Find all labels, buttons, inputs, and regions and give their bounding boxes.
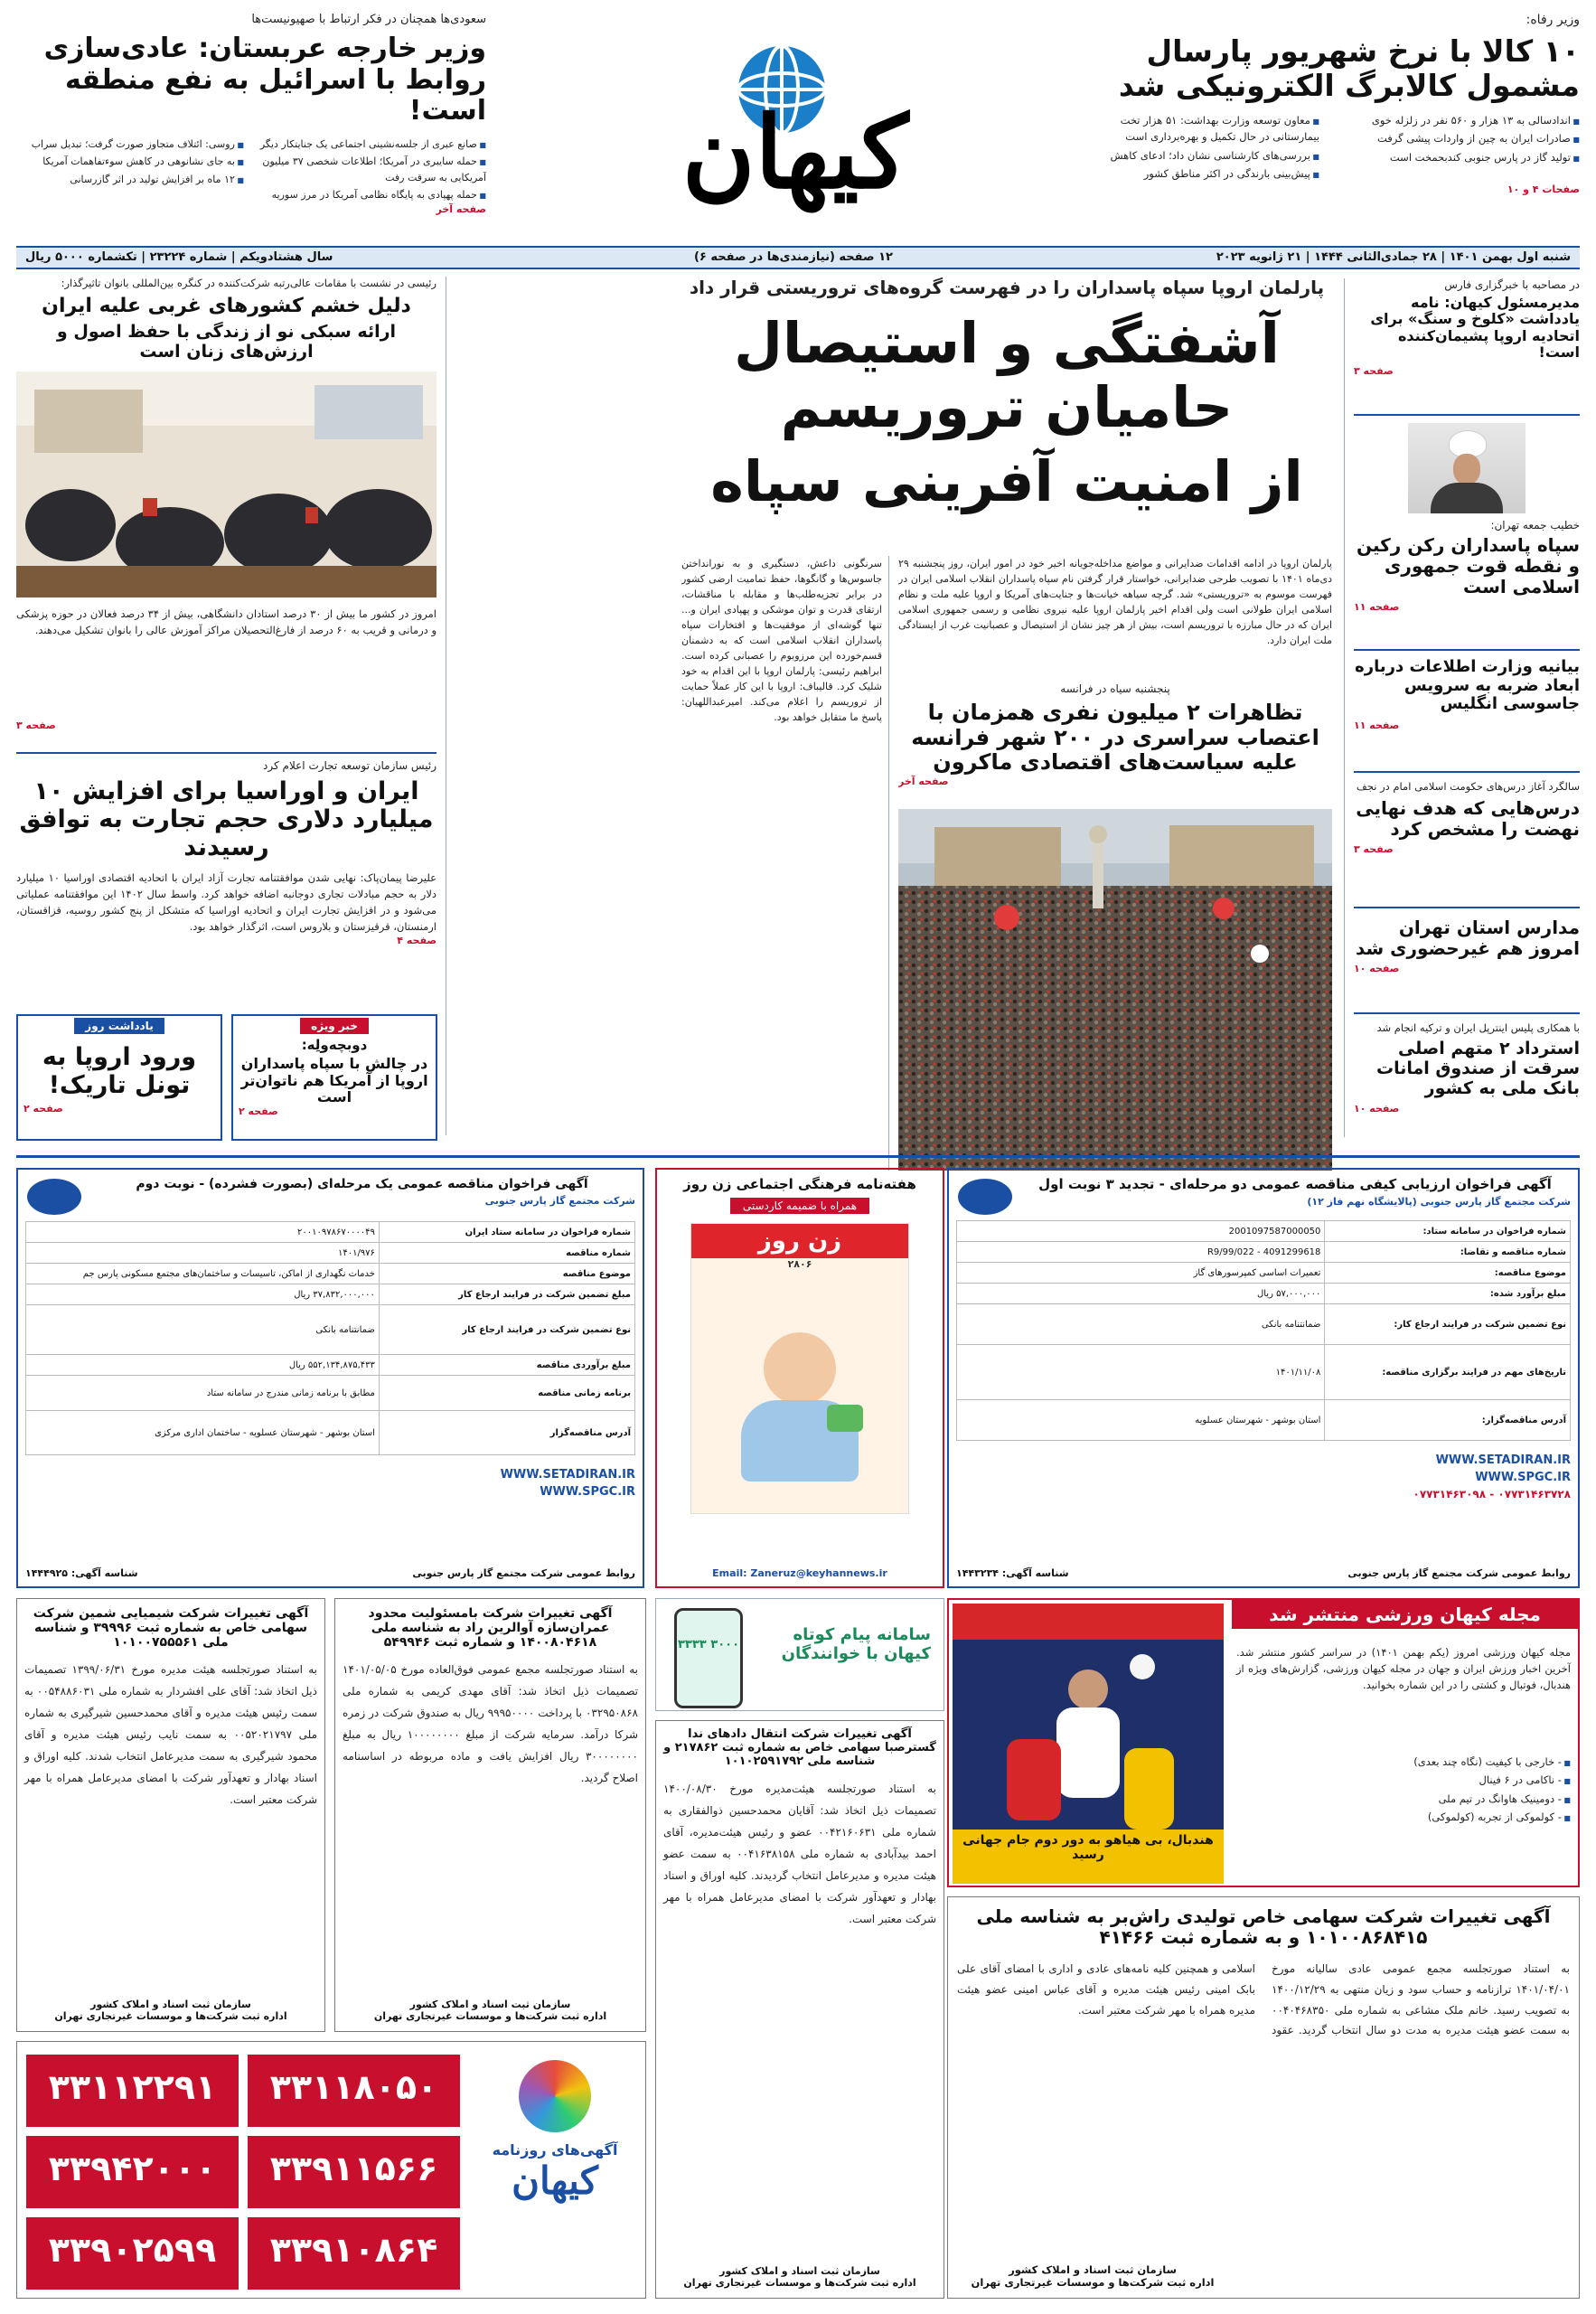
table-row <box>957 1284 1571 1304</box>
cell-label: شماره فراخوان در سامانه ستاد: <box>1325 1221 1571 1242</box>
women-weekly-sub: همراه با ضمیمه کاردستی <box>730 1198 869 1214</box>
top-right-story <box>1074 13 1580 239</box>
top-left-brief: ■ به جای نشانوهی در کاهش سوءتفاهمات آمریکا <box>16 154 244 170</box>
phone-number[interactable]: ۳۳۱۱۸۰۵۰ <box>248 2055 460 2127</box>
neda-footer-1: سازمان ثبت اسناد و املاک کشور <box>719 2265 880 2277</box>
top-left-story <box>16 13 486 239</box>
cell-label: آدرس مناقصه‌گزار <box>379 1411 634 1455</box>
sidebar-headline: استرداد ۲ متهم اصلی سرقت از صندوق امانات بانک ملی به کشور <box>1375 1039 1580 1098</box>
women-headline-2: ارائه سبکی نو از زندگی با حفظ اصول و ارزش‌های زنان است <box>56 322 397 362</box>
tender-right-phone: ۰۷۷۳۱۴۶۳۷۲۸ - ۰۷۷۳۱۴۶۳۰۹۸ <box>1413 1488 1571 1501</box>
europe-box-label: یادداشت روز <box>74 1018 164 1034</box>
cell-value: 2001097587000050 <box>957 1221 1325 1242</box>
sport-item: ■ - دومینیک هاوانگ در تیم ملی <box>1236 1791 1571 1807</box>
rashbar-footer-2: اداره ثبت شرکت‌ها و موسسات غیرتجاری تهران <box>971 2276 1215 2289</box>
pipe-logo-icon <box>27 1179 81 1215</box>
cell-label: برنامه زمانی مناقصه <box>379 1376 634 1411</box>
neda-notice <box>655 1720 944 2299</box>
top-right-brief: ■ اندادسالی به ۱۳ هزار و ۵۶۰ نفر در زلزله خوی <box>1334 112 1580 128</box>
shimi-notice <box>16 1598 325 2032</box>
cell-value: ۵۷,۰۰۰,۰۰۰ ریال <box>957 1284 1325 1304</box>
cell-label: شماره مناقصه و تقاضا: <box>1325 1242 1571 1263</box>
cell-value: ۲۰۰۱۰۹۷۸۶۷۰۰۰۰۴۹ <box>26 1222 380 1243</box>
cell-value: خدمات نگهداری از اماکن، تاسیسات و ساختمان‌های مجتمع مسکونی پارس جم <box>26 1264 380 1284</box>
sidebar-divider <box>1344 278 1345 1137</box>
toy-icon <box>827 1405 863 1432</box>
magazine-caption: هندبال، بی هیاهو به دور دوم جام جهانی رسید <box>962 1833 1214 1862</box>
lead-column-divider <box>888 556 889 1171</box>
table-row <box>26 1243 635 1264</box>
lead-kicker: پارلمان اروپا سپاه پاسداران را در فهرست گروه‌های تروریستی قرار داد <box>689 277 1325 298</box>
top-right-brief: ■ پیش‌بینی بارندگی در اکثر مناطق کشور <box>1074 165 1319 182</box>
magazine-cover <box>690 1223 909 1514</box>
sidebar <box>1354 278 1580 1137</box>
table-row <box>957 1304 1571 1345</box>
ads-contact <box>16 2041 646 2299</box>
europe-box-ref: صفحه ۲ <box>23 1103 63 1115</box>
rashbar-footer-1: سازمان ثبت اسناد و املاک کشور <box>1009 2263 1177 2276</box>
ads-logo-name: کیهان <box>512 2159 598 2203</box>
sidebar-item <box>1354 773 1580 908</box>
france-ref: صفحه آخر <box>898 775 949 787</box>
cell-value: ۱۴۰۱/۱۱/۰۸ <box>957 1345 1325 1400</box>
women-story <box>16 277 437 747</box>
tender-right-company: شرکت مجتمع گاز پارس جنوبی (پالایشگاه نهم فاز ۱۲) <box>1307 1196 1571 1209</box>
tender-right-footer-text: روابط عمومی شرکت مجتمع گاز پارس جنوبی <box>1347 1567 1571 1579</box>
top-right-ref: صفحات ۴ و ۱۰ <box>1507 183 1580 196</box>
sms-title: سامانه پیام کوتاه کیهان با خوانندگان <box>781 1625 931 1663</box>
rashbar-body: به استناد صورتجلسه مجمع عمومی عادی سالیانه مورخ ۱۴۰۱/۰۴/۰۱ ترازنامه و حساب سود و زیان منتهی به ۱۴۰۰/۱۲/۲۹ به تصویب رسید. خانم ملک مشاعی به شماره ملی ۰۰۴۰۴۶۸۳۵۰ به سمت عضو هیئت مدیره به مدت دو سال انتخاب گردید. عقود اسلامی و همچنین کلیه نامه‌های عادی و اداری با امضای آقای علی بابک امینی رئیس هیئت مدیره و آقای عباس امینی عضو هیئت مدیره همراه با مهر شرکت معتبر است. <box>957 1962 1570 2037</box>
top-right-brief: ■ بررسی‌های کارشناسی نشان داد؛ ادعای کاهش <box>1074 147 1319 164</box>
top-left-brief: ■ صانع عبری از جلسه‌نشینی اجتماعی یک جنایتکار دیگر <box>258 136 486 153</box>
dual-box <box>231 1014 437 1141</box>
sidebar-headline: بیانیه وزارت اطلاعات درباره ابعاد ضربه به سرویس جاسوسی انگلیس <box>1355 657 1580 714</box>
sidebar-kicker: با همکاری پلیس اینترپل ایران و ترکیه انجام شد <box>1376 1021 1580 1034</box>
logo-wordmark: کیهان <box>681 94 909 211</box>
tender-left-code: شناسه آگهی: ۱۴۴۴۹۲۵ <box>25 1567 138 1579</box>
cell-label: شماره مناقصه <box>379 1243 634 1264</box>
trade-kicker: رئیس سازمان توسعه تجارت اعلام کرد <box>263 759 437 772</box>
sidebar-headline: مدیرمسئول کیهان: نامه‌ یادداشت «کلوخ و سنگ» برای اتحادیه اروپا پشیمان‌کننده است! <box>1370 294 1580 362</box>
phone-number[interactable]: ۳۳۹۱۱۵۶۶ <box>248 2136 460 2208</box>
cell-value: مطابق با برنامه زمانی مندرج در سامانه ستاد <box>26 1376 380 1411</box>
tender-left-company: شرکت مجتمع گاز پارس جنوبی <box>484 1195 635 1208</box>
tender-left-web[interactable]: WWW.SETADIRAN.IR <box>500 1468 635 1482</box>
dual-box-headline: در چالش با سپاه پاسداران اروپا از آمریکا هم ناتوان‌تر است <box>240 1055 428 1106</box>
neda-footer <box>663 2265 936 2289</box>
tender-left-footer-text: روابط عمومی شرکت مجتمع گاز پارس جنوبی <box>412 1567 635 1579</box>
ads-logo-title: آگهی‌های روزنامه <box>492 2141 618 2159</box>
pipe-logo-icon <box>958 1179 1012 1215</box>
shimi-title: آگهی تغییرات شرکت شیمیایی شمین شرکت سهامی خاص به شماره ثبت ۳۹۹۹۶ و شناسه ملی ۱۰۱۰۰۷۵۵۵۶۱ <box>33 1606 309 1651</box>
omran-body: به استناد صورتجلسه مجمع عمومی فوق‌العاده مورخ ۱۴۰۱/۰۵/۰۵ تصمیمات ذیل اتخاذ شد: آقای مهدی کریمی به شماره ملی ۰۳۲۹۵۰۸۶۸ با پرداخت ۹۹۹۵۰۰۰۰ ریال به صندوق شرکت در زمره شرکا درآمد. سرمایه شرکت از مبلغ ۱۰۰۰۰۰۰۰۰ ریال به مبلغ ۳۰۰۰۰۰۰۰۰ ریال افزایش یافت و ماده مربوطه در اساسنامه اصلاح گردید. <box>343 1663 638 1785</box>
women-kicker: رئیسی در نشست با مقامات عالی‌رتبه شرکت‌کننده در کنگره بین‌المللی بانوان تاثیرگذار: <box>61 277 437 289</box>
top-right-briefs <box>1074 112 1580 183</box>
lead-headline-1: آشفتگی و استیصال حامیان تروریسم <box>734 310 1280 441</box>
cell-value: ضمانتنامه بانکی <box>957 1304 1325 1345</box>
ads-separator <box>16 1155 1580 1158</box>
sidebar-headline: مدارس استان تهران امروز هم غیرحضوری شد <box>1355 917 1580 959</box>
cell-label: تاریخ‌های مهم در فرایند برگزاری مناقصه: <box>1325 1345 1571 1400</box>
top-left-headline: وزیر خارجه عربستان: عادی‌سازی روابط با اسرائیل به نفع منطقه است! <box>43 33 486 127</box>
tender-right-web[interactable]: WWW.SETADIRAN.IR <box>1435 1453 1571 1468</box>
rashbar-footer <box>957 2263 1228 2289</box>
women-weekly-ad <box>655 1168 944 1588</box>
cell-label: نوع تضمین شرکت در فرایند ارجاع کار <box>379 1305 634 1355</box>
colorful-burst-icon <box>519 2060 591 2132</box>
cell-value: تعمیرات اساسی کمپرسورهای گاز <box>957 1263 1325 1284</box>
pages-line: ۱۲ صفحه (نیازمندی‌ها در صفحه ۶) <box>693 250 893 264</box>
table-row <box>26 1284 635 1305</box>
table-row <box>957 1221 1571 1242</box>
sport-items <box>1236 1754 1571 1828</box>
cell-label: مبلغ برآورد شده: <box>1325 1284 1571 1304</box>
cell-label: آدرس مناقصه‌گزار: <box>1325 1400 1571 1441</box>
shimi-footer-2: اداره ثبت شرکت‌ها و موسسات غیرتجاری تهران <box>54 2010 287 2022</box>
top-right-headline: ۱۰ کالا با نرخ شهریور پارسال مشمول کالابرگ الکترونیکی شد <box>1118 33 1580 103</box>
sms-number: ۳۰۰۰ ۳۳۳۳ <box>677 1638 740 1651</box>
dual-box-kicker: دوبچه‌ولِه: <box>301 1037 368 1053</box>
tender-left-web2[interactable]: WWW.SPGC.IR <box>540 1485 635 1500</box>
tender-left-table <box>25 1221 635 1455</box>
trade-story <box>16 752 437 1005</box>
sidebar-item <box>1354 423 1580 651</box>
table-row <box>26 1355 635 1376</box>
table-row <box>26 1264 635 1284</box>
phone-grid <box>26 2055 460 2290</box>
table-row <box>26 1222 635 1243</box>
table-row <box>957 1263 1571 1284</box>
phone-number[interactable]: ۳۳۹۴۲۰۰۰ <box>26 2136 239 2208</box>
table-row <box>26 1411 635 1455</box>
omran-footer-2: اداره ثبت شرکت‌ها و موسسات غیرتجاری تهران <box>373 2010 607 2022</box>
sms-ad <box>655 1598 944 1711</box>
table-row <box>957 1242 1571 1263</box>
phone-number[interactable]: ۳۳۹۰۲۵۹۹ <box>26 2217 239 2290</box>
cell-value: استان بوشهر - شهرستان عسلویه <box>957 1400 1325 1441</box>
neda-title: آگهی تغییرات شرکت انتقال دادهای ندا گسترصبا سهامی خاص به شماره ثبت ۲۱۷۸۶۲ و شناسه ملی ۱۰۱۰۲۵۹۱۷۹۲ <box>663 1727 936 1768</box>
table-row <box>957 1345 1571 1400</box>
tender-right-code: شناسه آگهی: ۱۴۴۳۲۳۴ <box>956 1567 1069 1579</box>
sidebar-headline: درس‌هایی که هدف نهایی نهضت را مشخص کرد <box>1356 797 1580 840</box>
tender-left-title: آگهی فراخوان مناقصه عمومی یک مرحله‌ای (بصورت فشرده) - نوبت دوم <box>136 1177 588 1191</box>
women-weekly-title: هفته‌نامه فرهنگی اجتماعی زن روز <box>683 1176 916 1192</box>
cell-value: R9/99/022 - 4091299618 <box>957 1242 1325 1263</box>
cleric-robe <box>1431 483 1503 513</box>
top-left-brief: ■ ۱۲ ماه بر افزایش تولید در اثر گازرسانی <box>16 172 244 188</box>
date-line: شنبه اول بهمن ۱۴۰۱ | ۲۸ جمادی‌الثانی ۱۴۴۴ | ۲۱ ژانویه ۲۰۲۳ <box>1216 250 1571 264</box>
tender-ad-right <box>947 1168 1580 1588</box>
phone-number[interactable]: ۳۳۱۱۲۲۹۱ <box>26 2055 239 2127</box>
table-row <box>957 1400 1571 1441</box>
sidebar-item <box>1354 1014 1580 1137</box>
magazine-masthead: زن روز <box>691 1224 908 1258</box>
france-kicker: پنجشنبه سیاه در فرانسه <box>1060 682 1170 695</box>
europe-box-headline: ورود اروپا به تونل تاریک! <box>42 1043 197 1100</box>
baby-head <box>764 1332 836 1405</box>
sidebar-item <box>1354 278 1580 416</box>
cell-value: استان بوشهر - شهرستان عسلویه - ساختمان اداری مرکزی <box>26 1411 380 1455</box>
cleric-face <box>1453 454 1480 484</box>
top-left-ref: صفحه آخر <box>436 202 486 215</box>
top-left-brief: ■ حمله سایبری در آمریکا؛ اطلاعات شخصی ۳۷ میلیون آمریکایی به سرقت رفت <box>258 154 486 185</box>
france-headline: تظاهرات ۲ میلیون نفری همزمان با اعتصاب سراسری در ۲۰۰ شهر فرانسه علیه سیاست‌های اقتصادی ماکرون <box>911 700 1319 776</box>
women-body: امروز در کشور ما بیش از ۳۰ درصد استادان دانشگاهی، بیش از ۳۴ درصد فعالان در حوزه پزشکی و درمانی و قریب به ۶۰ درصد از فارغ‌التحصیلان مراکز آموزش عالی را بانوان تشکیل می‌دهند. <box>16 607 437 636</box>
table-row <box>26 1305 635 1355</box>
ads-logo <box>465 2042 645 2299</box>
tender-right-table <box>956 1220 1571 1441</box>
top-right-kicker: وزیر رفاه: <box>1526 13 1580 27</box>
top-right-brief: ■ معاون توسعه وزارت بهداشت: ۵۱ هزار تخت بیمارستانی در حال تکمیل و بهره‌برداری است <box>1074 112 1319 146</box>
sport-magazine-ad <box>947 1598 1580 1887</box>
neda-footer-2: اداره ثبت شرکت‌ها و موسسات غیرتجاری تهران <box>683 2277 916 2289</box>
top-left-brief: ■ روسی: ائتلاف متجاوز صورت گرفت؛ تبدیل سراب <box>16 136 244 153</box>
top-left-brief: ■ حمله پهپادی به پایگاه نظامی آمریکا در مرز سوریه <box>258 187 486 203</box>
sidebar-ref: صفحه ۳ <box>1354 843 1394 855</box>
magazine-issue: ۲۸۰۶ <box>787 1258 812 1271</box>
cell-label: موضوع مناقصه: <box>1325 1263 1571 1284</box>
cell-value: ۱۴۰۱/۹۷۶ <box>26 1243 380 1264</box>
sidebar-ref: صفحه ۱۱ <box>1354 720 1400 732</box>
top-right-brief: ■ تولید گاز در پارس جنوبی کندبحمخت است <box>1334 149 1580 165</box>
omran-footer-1: سازمان ثبت اسناد و املاک کشور <box>409 1999 571 2010</box>
cell-value: ۵۵۲,۱۳۴,۸۷۵,۴۳۳ ریال <box>26 1355 380 1376</box>
women-ref: صفحه ۳ <box>16 720 56 731</box>
lead-story <box>681 277 1332 548</box>
sidebar-ref: صفحه ۱۱ <box>1354 601 1400 613</box>
issue-line: سال هشتادویکم | شماره ۲۳۲۲۴ | تکشماره ۵۰۰۰ ریال <box>25 250 333 264</box>
top-left-kicker: سعودی‌ها همچنان در فکر ارتباط با صهیونیست‌ها <box>251 13 486 26</box>
trade-body: علیرضا پیمان‌پاک: نهایی شدن موافقتنامه تجارت آزاد ایران با اتحادیه اقتصادی اوراسیا ۱۰ میلیارد دلار به حجم مبادلات تجاری دوجانبه اضافه خواهد کرد. واسط سال ۱۴۰۲ این موافقتنامه عملیاتی می‌شود و در افزایش تجارت ایران و اتحادیه اوراسیا که متشکل از پنج کشور روسیه، قزاقستان، ارمنستان، قرقیزستان و بلاروس است، اثرگذار خواهد بود. <box>16 871 437 933</box>
rashbar-notice <box>947 1896 1580 2299</box>
sidebar-ref: صفحه ۳ <box>1354 364 1394 377</box>
sidebar-item <box>1354 651 1580 773</box>
sport-item: ■ - خارجی با کیفیت (نگاه چند بعدی) <box>1236 1754 1571 1770</box>
sport-body: مجله کیهان ورزشی امروز (یکم بهمن ۱۴۰۱) در سراسر کشور منتشر شد. آخرین اخبار ورزش ایران و جهان در مجله کیهان ورزشی، گزارش‌های ویژه از هندبال، فوتبال و کشتی را در این شماره بخوانید. <box>1236 1646 1571 1691</box>
europe-tunnel-box <box>16 1014 222 1141</box>
cell-label: موضوع مناقصه <box>379 1264 634 1284</box>
phone-number[interactable]: ۳۳۹۱۰۸۶۴ <box>248 2217 460 2290</box>
trade-ref: صفحه ۴ <box>397 935 437 947</box>
date-bar <box>16 246 1580 269</box>
tender-ad-left <box>16 1168 644 1588</box>
cell-label: نوع تضمین شرکت در فرایند ارجاع کار: <box>1325 1304 1571 1345</box>
cleric-portrait <box>1408 423 1526 513</box>
women-headline-1: دلیل خشم کشورهای غربی علیه ایران <box>42 295 411 317</box>
tender-right-title: آگهی فراخوان ارزیابی کیفی مناقصه عمومی دو مرحله‌ای - تجدید ۳ نوبت اول <box>1038 1176 1552 1192</box>
phone-screen-icon <box>674 1608 743 1708</box>
trade-headline: ایران و اوراسیا برای افزایش ۱۰ میلیارد دلاری حجم تجارت به توافق رسیدند <box>19 777 434 862</box>
sidebar-item <box>1354 908 1580 1014</box>
congress-hall-photo <box>16 372 437 597</box>
cell-value: ۳۷,۸۳۲,۰۰۰,۰۰۰ ریال <box>26 1284 380 1305</box>
shimi-footer-1: سازمان ثبت اسناد و املاک کشور <box>90 1999 251 2010</box>
omran-notice <box>334 1598 646 2032</box>
dual-box-label: خبر ویژه <box>300 1018 369 1034</box>
lead-headline-2: از امنیت آفرینی سپاه <box>710 447 1303 514</box>
dual-box-ref: صفحه ۲ <box>239 1105 278 1118</box>
sidebar-ref: صفحه ۱۰ <box>1354 1102 1400 1115</box>
sidebar-headline: سپاه پاسداران رکن رکین و نقطه قوت جمهوری اسلامی است <box>1356 534 1580 597</box>
france-story <box>898 682 1332 1171</box>
sidebar-kicker: در مصاحبه با خبرگزاری فارس <box>1444 278 1580 291</box>
cell-value: ضمانتنامه بانکی <box>26 1305 380 1355</box>
tender-right-footer <box>956 1567 1571 1579</box>
sport-item: ■ - کولموکی از تجربه (کولموکی) <box>1236 1809 1571 1825</box>
women-weekly-email: Email: Zaneruz@keyhannews.ir <box>712 1567 887 1579</box>
omran-footer <box>343 1999 638 2022</box>
cell-label: مبلغ تضمین شرکت در فرایند ارجاع کار <box>379 1284 634 1305</box>
sidebar-ref: صفحه ۱۰ <box>1354 963 1400 974</box>
sidebar-kicker: سالگرد آغاز درس‌های حکومت اسلامی امام در نجف <box>1356 780 1580 793</box>
tender-left-footer <box>25 1567 635 1579</box>
lead-body-left: سرنگونی داعش، دستگیری و به نورانداختن جاسوس‌ها و گانگوها، حفظ تمامیت ارضی کشور در برابر تجزیه‌طلب‌ها و مقابله با مناقشات، ارتقای قدرت و توان موشکی و پهپادی ایران و... تنها گوشه‌ای از موفقیت‌ها و افتخارات سپاه پاسداران انقلاب اسلامی است که به دشمنان قسم‌خورده این مرزوبوم را عصبانی کرده است. ابراهیم رئیسی: پارلمان اروپا با این اقدام به خود شلیک کرد. قالیباف: اروپا با این کار عملاً حمایت از تروریسم را اعلام می‌کند. امیرعبداللهیان: پاسخ ما متقابل خواهد بود. <box>681 558 882 724</box>
shimi-footer <box>24 1999 317 2022</box>
masthead-logo <box>560 13 1030 239</box>
omran-title: آگهی تغییرات شرکت بامسئولیت محدود عمران‌سازه آوالرین راد به شناسه ملی ۱۴۰۰۸۰۴۶۱۸ و شماره ثبت ۵۴۹۹۴۶ <box>368 1606 613 1651</box>
sport-item: ■ - ناکامی در ۶ فینال <box>1236 1772 1571 1788</box>
shimi-body: به استناد صورتجلسه هیئت مدیره مورخ ۱۳۹۹/۰۶/۳۱ تصمیمات ذیل اتخاذ شد: آقای علی افشردار به شماره ملی ۰۰۵۴۸۸۶۰۳۱ به سمت رئیس هیئت مدیره و آقای محمدحسین شیرگیری به شماره ملی ۰۰۵۲۰۲۱۷۹۷ به سمت نایب رئیس هیئت مدیره و آقای محمود شیرگیری به سمت مدیرعامل انتخاب شدند. کلیه اوراق و اسناد بهادار و تعهدآور شرکت با امضای مدیرعامل همراه با مهر شرکت معتبر است. <box>24 1663 318 1807</box>
sidebar-kicker: خطیب جمعه تهران: <box>1490 519 1580 531</box>
protest-crowd-photo <box>898 809 1332 1171</box>
top-left-briefs <box>16 136 486 203</box>
lead-body-right: پارلمان اروپا در ادامه اقدامات ضدایرانی و مواضع مداخله‌جویانه اخیر خود در امور ایران، روز پنجشنبه ۲۹ دی‌ماه ۱۴۰۱ با تصویب طرحی ضدایرانی، خواستار قرار گرفتن نام سپاه پاسداران انقلاب اسلامی ایران در فهرست موسوم به «تروریستی» شد. گرچه سیاهه خیانت‌ها و جنایت‌های آمریکا و اروپا علیه ملت و نظام اسلامی ایران طولانی است ولی اقدام اخیر پارلمان اروپا علیه نیروی نظامی و رسمی جمهوری اسلامی ایران که در حال مبارزه با تروریسم است، بیش از هر چیز نشان از استیصال و عصبانیت غرب از ایستادگی ملت ایران دارد. <box>898 558 1332 647</box>
top-right-brief: ■ صادرات ایران به چین از واردات پیشی گرفت <box>1334 130 1580 146</box>
table-row <box>26 1376 635 1411</box>
cell-label: شماره فراخوان در سامانه ستاد ایران <box>379 1222 634 1243</box>
sport-title: مجله کیهان ورزشی منتشر شد <box>1232 1600 1578 1629</box>
tender-right-web2[interactable]: WWW.SPGC.IR <box>1475 1471 1571 1485</box>
cell-label: مبلغ برآوردی مناقصه <box>379 1355 634 1376</box>
rashbar-title: آگهی تغییرات شرکت سهامی خاص تولیدی راش‌بر به شناسه ملی ۱۰۱۰۰۸۶۸۴۱۵ و به شماره ثبت ۴۱۴۶۶ <box>976 1905 1551 1948</box>
neda-body: به استناد صورتجلسه هیئت‌مدیره مورخ ۱۴۰۰/۰۸/۳۰ تصمیمات ذیل اتخاذ شد: آقایان محمدحسین ذوالفقاری به شماره ملی ۰۰۴۲۱۶۰۶۳۱ عضو و رئیس هیئت‌مدیره، آقای احمد بیدآبادی به شماره ملی ۰۰۴۱۶۳۸۱۵۸ به سمت عضو هیئت مدیره و مدیرعامل انتخاب گردیدند. کلیه اوراق و اسناد بهادار و تعهدآور شرکت با امضای مدیرعامل همراه با مهر شرکت معتبر است. <box>663 1782 937 1925</box>
